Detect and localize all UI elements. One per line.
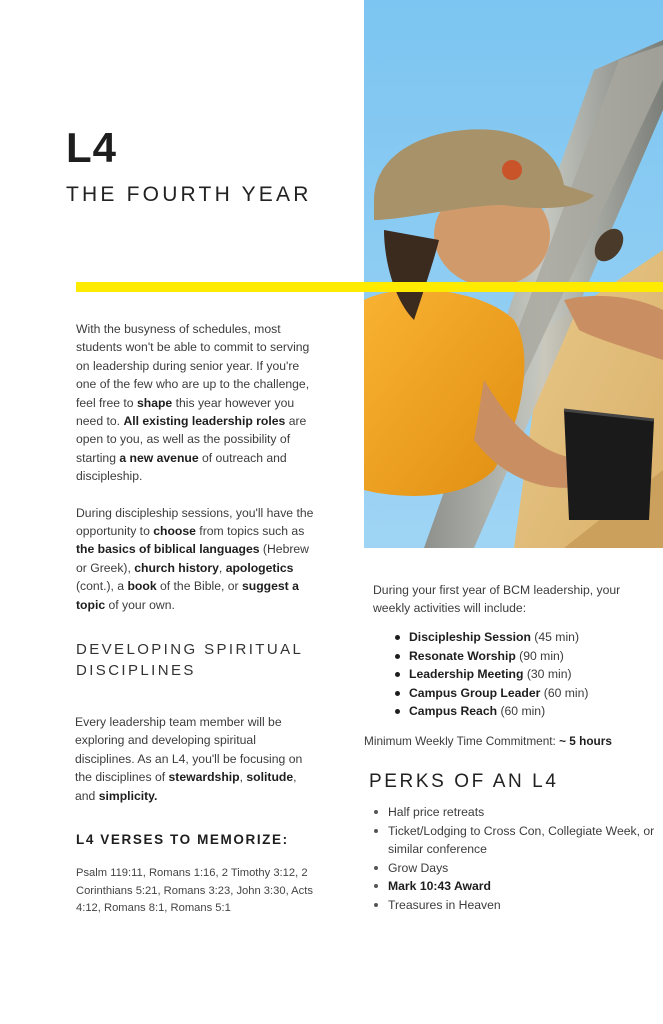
bold-text: shape <box>136 395 173 410</box>
perk-item <box>388 803 663 822</box>
intro-paragraph-2 <box>76 504 321 614</box>
perk-item <box>388 822 663 859</box>
perks-heading: PERKS OF AN L4 <box>369 771 559 792</box>
disciplines-heading: DEVELOPING SPIRITUAL DISCIPLINES <box>76 641 303 679</box>
activity-duration: (45 min) <box>530 630 580 644</box>
activity-duration: (60 min) <box>540 685 589 700</box>
minimum-commitment <box>364 734 663 748</box>
activity-duration: (60 min) <box>497 704 546 719</box>
perk-item <box>388 877 663 896</box>
intro-paragraph-1 <box>76 320 321 486</box>
perk-item <box>388 896 663 915</box>
activity-duration: (90 min) <box>515 648 564 663</box>
bold-text: simplicity. <box>98 788 158 803</box>
text-run: (cont.), a <box>76 579 128 594</box>
bold-text: a new avenue <box>119 450 199 465</box>
text-run: , <box>239 770 247 785</box>
page-subtitle: THE FOURTH YEAR <box>66 183 312 206</box>
activity-duration: (30 min) <box>523 667 572 682</box>
page-title: L4 <box>66 124 118 171</box>
verses-text: Psalm 119:11, Romans 1:16, 2 Timothy 3:12, 2 Corinthians 5:21, Romans 3:23, John 3:30, Acts 4:12, Romans 8:1, Romans 5:1 <box>76 867 313 915</box>
text-run: , <box>218 560 226 575</box>
perk-item <box>388 859 663 878</box>
bold-text: stewardship <box>168 770 240 785</box>
person-on-ladder-illustration <box>364 0 663 548</box>
activity-name: Leadership Meeting <box>409 667 524 682</box>
activity-name: Resonate Worship <box>409 648 516 663</box>
minimum-label: Minimum Weekly Time Commitment: <box>364 734 560 748</box>
weekly-activities-list <box>373 628 663 721</box>
text-run: , and <box>75 770 297 803</box>
perk-text: Ticket/Lodging to Cross Con, Collegiate Week, or similar conference <box>388 823 655 857</box>
text-run: are open to you, as well as the possibility of starting <box>76 414 307 465</box>
hero-photo <box>364 0 663 548</box>
text-run: (Hebrew or Greek), <box>76 542 309 575</box>
bold-text: suggest a topic <box>76 579 299 612</box>
text-run: of outreach and discipleship. <box>76 450 287 484</box>
intro-section <box>76 320 321 632</box>
activity-name: Campus Group Leader <box>409 685 541 700</box>
perk-text: Treasures in Heaven <box>388 897 501 912</box>
text-run: this year however you need to. <box>76 395 295 429</box>
weekly-activity-item <box>409 647 663 666</box>
weekly-activity-item <box>409 628 663 647</box>
text-run: of the Bible, or <box>156 579 242 594</box>
text-run: With the busyness of schedules, most students won't be able to commit to serving on leadership during senior year. If you're one of the few who are up to the challenge, feel free to <box>76 322 310 410</box>
text-run: During discipleship sessions, you'll have the opportunity to <box>76 505 314 539</box>
verses-heading: L4 VERSES TO MEMORIZE: <box>76 832 289 847</box>
perk-text: Half price retreats <box>388 805 485 819</box>
bold-text: solitude <box>246 770 294 785</box>
perks-list <box>369 803 663 915</box>
activity-name: Discipleship Session <box>409 630 531 644</box>
bold-text: the basics of biblical languages <box>76 542 260 557</box>
text-run: of your own. <box>105 597 175 612</box>
activity-name: Campus Reach <box>409 704 498 719</box>
accent-bar <box>76 282 663 292</box>
text-run: Every leadership team member will be exploring and developing spiritual disciplines. As an L4, you'll be focusing on the disciplines of <box>75 715 303 785</box>
weekly-activity-item <box>409 665 663 684</box>
perk-text: Mark 10:43 Award <box>388 879 491 894</box>
text-run: from topics such as <box>195 524 305 539</box>
minimum-value: ~ 5 hours <box>559 734 612 748</box>
disciplines-text <box>75 713 315 805</box>
bold-text: church history <box>134 560 219 575</box>
perk-text: Grow Days <box>388 860 449 875</box>
weekly-activity-item <box>409 684 663 703</box>
bold-text: choose <box>153 524 196 539</box>
bold-text: apologetics <box>225 560 294 575</box>
bold-text: book <box>127 579 157 594</box>
bold-text: All existing leadership roles <box>123 414 286 429</box>
weekly-activity-item <box>409 702 663 721</box>
weekly-intro: During your first year of BCM leadership, your weekly activities will include: <box>373 583 621 616</box>
